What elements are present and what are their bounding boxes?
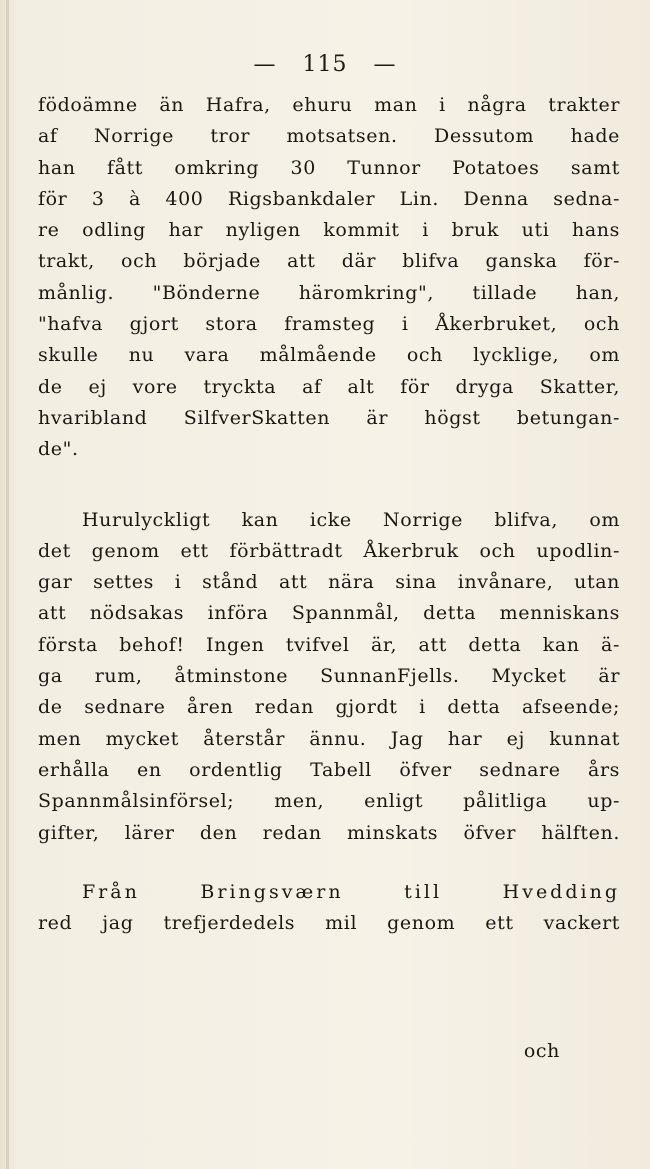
text-line: men mycket återstår ännu. Jag har ej kunnat (38, 727, 620, 750)
text-line: re odling har nyligen kommit i bruk uti hans (38, 219, 620, 242)
text-line: de sednare åren redan gjordt i detta afseende; (38, 696, 620, 719)
text-line: första behof! Ingen tvifvel är, att detta kan ä- (38, 633, 620, 656)
header-dash-right: — (373, 52, 397, 77)
text-line: "hafva gjort stora framsteg i Åkerbruket, och (38, 313, 620, 336)
text-line: Från Bringsværn till Hvedding (82, 880, 620, 903)
text-line: gifter, lärer den redan minskats öfver hälften. (38, 821, 620, 844)
text-line: af Norrige tror motsatsen. Dessutom hade (38, 125, 620, 148)
paragraph-gap (38, 849, 620, 877)
text-line: de ej vore tryckta af alt för dryga Skatter, (38, 375, 620, 398)
text-line: trakt, och började att där blifva ganska för- (38, 250, 620, 273)
paragraph-2 (38, 505, 620, 849)
text-line: för 3 à 400 Rigsbankdaler Lin. Denna sedna- (38, 187, 620, 210)
paragraph-gap (38, 466, 620, 505)
body-text (38, 90, 620, 939)
text-line: red jag trefjerdedels mil genom ett vackert (38, 912, 620, 935)
text-line: födoämne än Hafra, ehuru man i några trakter (38, 94, 620, 116)
text-line: gar settes i stånd att nära sina invånare, utan (38, 571, 620, 594)
text-line: skulle nu vara målmående och lycklige, om (38, 344, 620, 367)
paragraph-3 (38, 877, 620, 940)
text-line: månlig. "Bönderne häromkring", tillade han, (38, 281, 620, 304)
page-header (0, 52, 650, 77)
text-line: de". (38, 438, 79, 461)
text-line: hvaribland SilfverSkatten är högst betungan- (38, 406, 620, 429)
text-line: att nödsakas införa Spannmål, detta menniskans (38, 602, 620, 625)
text-line: ga rum, åtminstone SunnanFjells. Mycket är (38, 665, 620, 688)
text-line: Spannmålsinförsel; men, enligt pålitliga up- (38, 790, 620, 813)
header-dash-left: — (253, 52, 277, 77)
page-number: 115 (302, 52, 348, 77)
paragraph-1 (38, 90, 620, 466)
text-line: det genom ett förbättradt Åkerbruk och upodlin- (38, 539, 620, 562)
text-line: han fått omkring 30 Tunnor Potatoes samt (38, 156, 620, 179)
page-gutter-edge (6, 0, 9, 1169)
text-line: Hurulyckligt kan icke Norrige blifva, om (82, 508, 620, 531)
catchword: och (523, 1040, 560, 1062)
text-line: erhålla en ordentlig Tabell öfver sednare års (38, 758, 620, 781)
